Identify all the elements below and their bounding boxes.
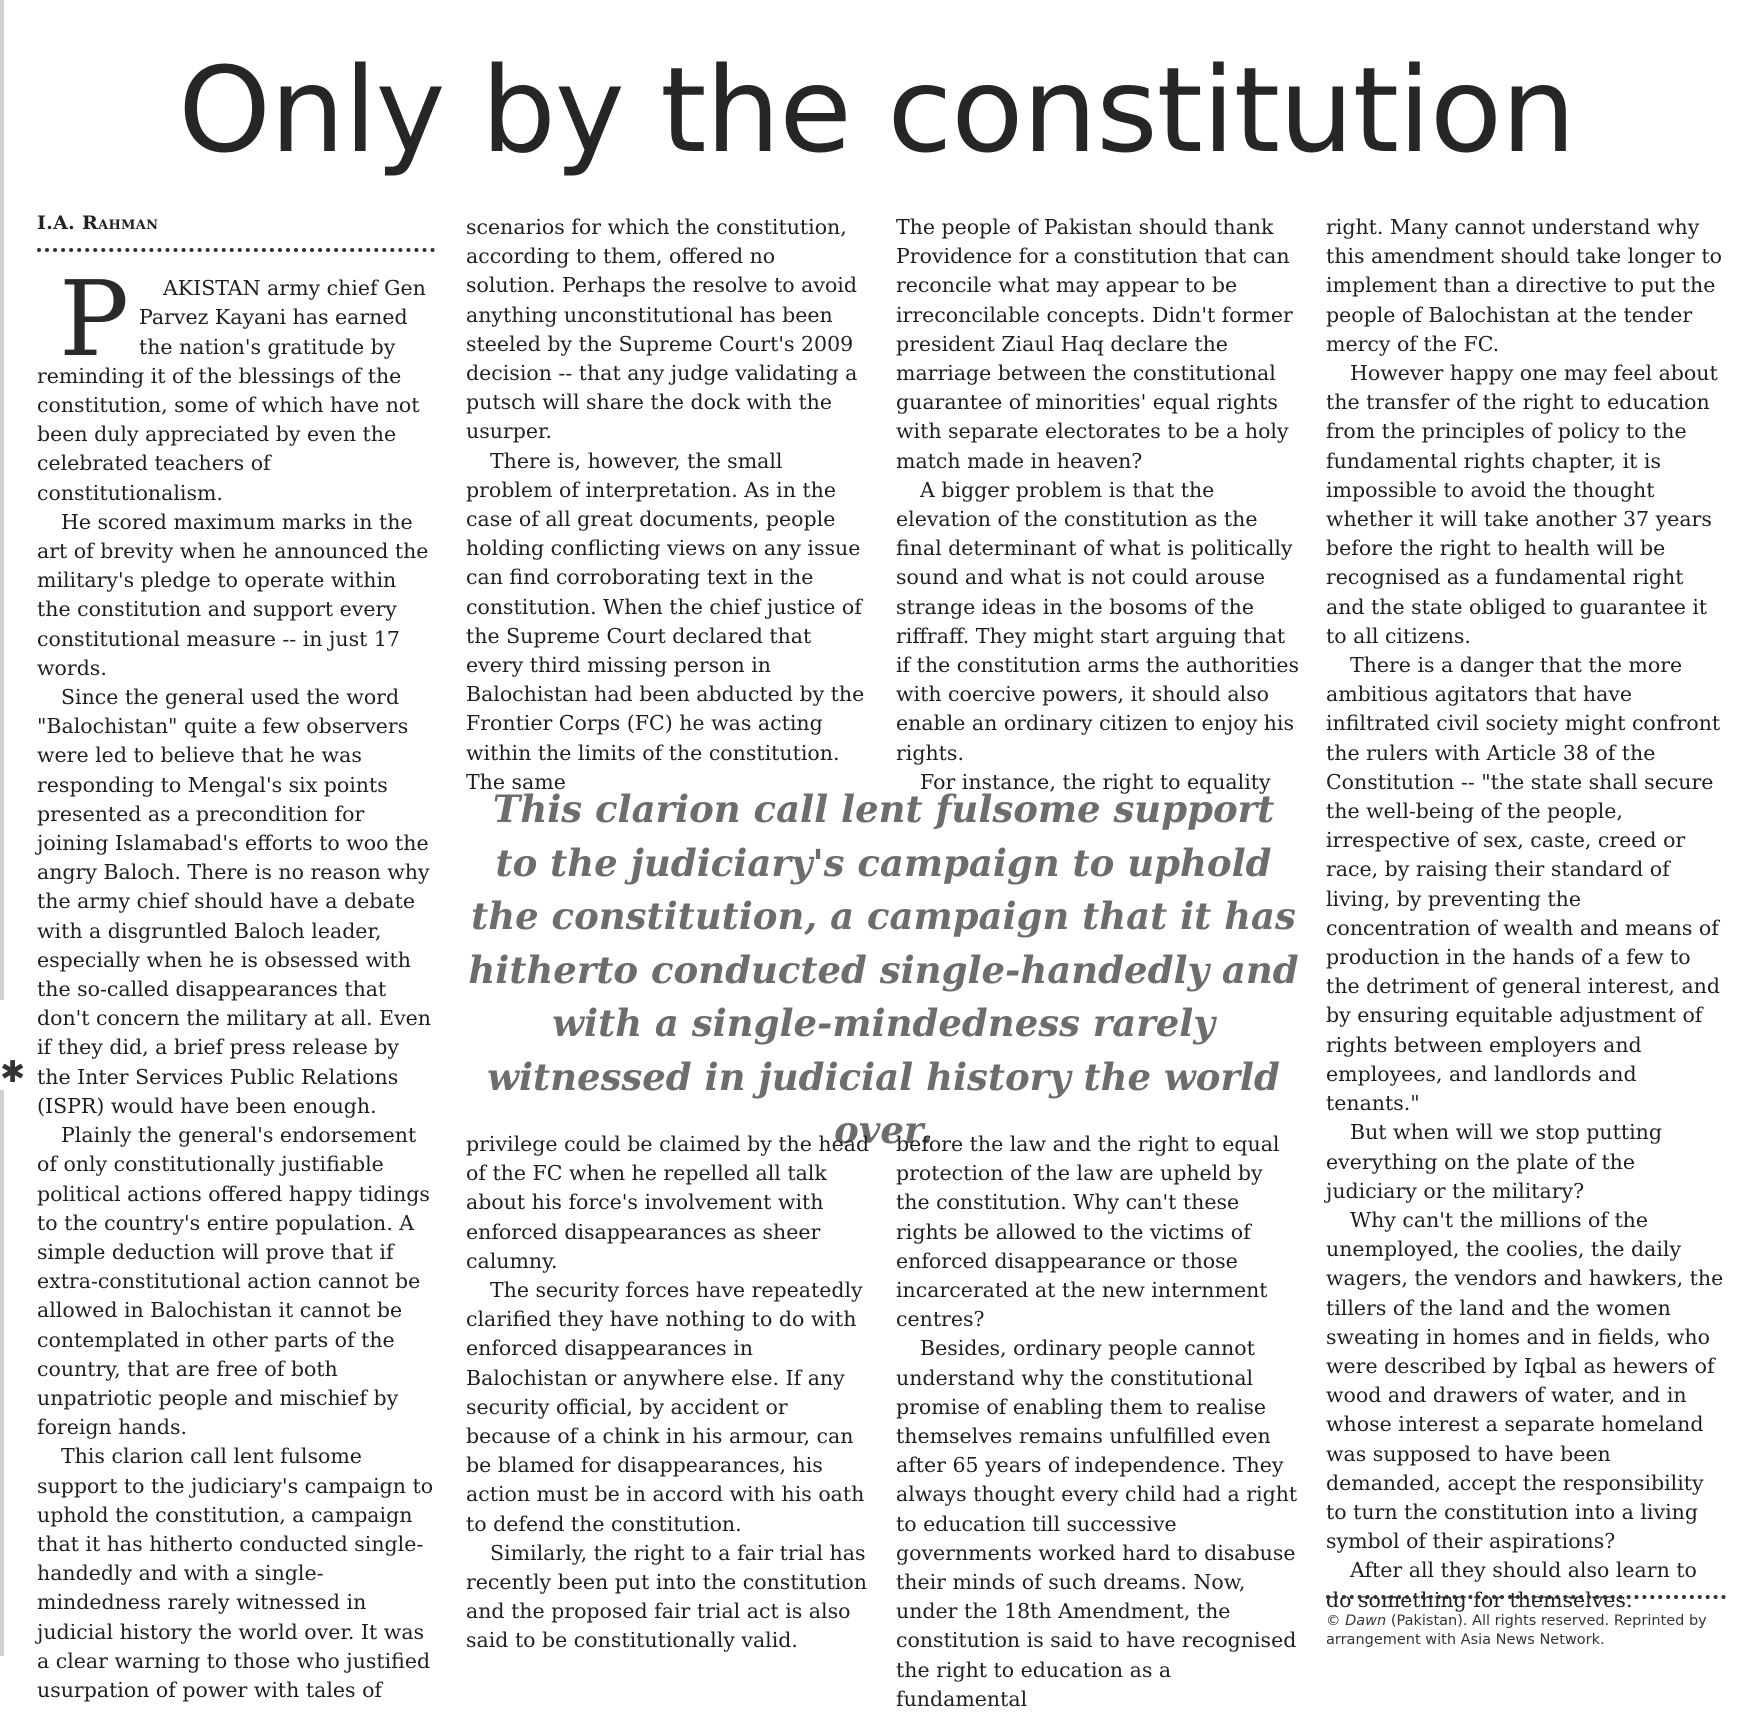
- copyright-symbol: ©: [1326, 1613, 1341, 1629]
- article-column-3-top: [896, 213, 1301, 797]
- paragraph: right. Many cannot understand why this amendment should take longer to implement than a directive to put the people of Balochistan at the tender mercy of the FC.: [1326, 215, 1722, 356]
- paragraph: The people of Pakistan should thank Providence for a constitution that can reconcile what may appear to be irreconcilable concepts. Didn't former president Ziaul Haq declare the marriage between the constitutional guarantee of minorities' equal rights with separate electorates to be a holy match made in heaven?: [896, 215, 1293, 473]
- paragraph: Plainly the general's endorsement of only constitutionally justifiable political actions offered happy tidings to the country's entire population. A simple deduction will prove that if extra-constitutional action cannot be allowed in Balochistan it cannot be contemplated in other parts of the country, that are free of both unpatriotic people and mischief by foreign hands.: [37, 1123, 430, 1440]
- paragraph: But when will we stop putting everything on the plate of the judiciary or the military?: [1326, 1120, 1662, 1203]
- pull-quote: This clarion call lent fulsome support to the judiciary's campaign to uphold the constitution, a campaign that it has hitherto conducted single-handedly and with a single-mindedness rarely witnessed in judicial history the world over.: [468, 787, 1299, 1152]
- dotted-divider: [1326, 1595, 1726, 1599]
- credit-text: (Pakistan). All rights reserved. Reprinted by arrangement with Asia News Network.: [1326, 1613, 1707, 1648]
- paragraph: before the law and the right to equal protection of the law are upheld by the constitution. Why can't these rights be allowed to the victims of enforced disappearance or those incarcerated at the new internment centres?: [896, 1132, 1280, 1332]
- article-column-3-bottom: [896, 1130, 1301, 1714]
- article-column-2-top: [466, 213, 871, 797]
- paragraph: For instance, the right to equality: [920, 769, 1271, 794]
- paragraph: A bigger problem is that the elevation of the constitution as the final determinant of what is politically sound and what is not could arouse strange ideas in the bosoms of the riffraff. They might start arguing that if the constitution arms the authorities with coercive powers, it should also enable an ordinary citizen to enjoy his rights.: [896, 477, 1299, 765]
- source-name: Dawn: [1345, 1613, 1387, 1629]
- paragraph: The security forces have repeatedly clarified they have nothing to do with enforced disappearances in Balochistan or anywhere else. If any security official, by accident or because of a chink in his armour, can be blamed for disappearances, his action must be in accord with his oath to defend the constitution.: [466, 1278, 865, 1536]
- drop-cap: P: [59, 258, 129, 381]
- paragraph: Since the general used the word "Balochistan" quite a few observers were led to believe that he was responding to Mengal's six points presented as a precondition for joining Islamabad's efforts to woo the angry Baloch. There is no reason why the army chief should have a debate with a disgruntled Baloch leader, especially when he is obsessed with the so-called disappearances that don't concern the military at all. Even if they did, a brief press release by the Inter Services Public Relations (ISPR) would have been enough.: [37, 685, 431, 1118]
- copyright-credit: [1326, 1612, 1736, 1650]
- dotted-divider: [37, 248, 435, 252]
- article-column-1: [37, 209, 435, 1705]
- paragraph: There is, however, the small problem of interpretation. As in the case of all great documents, people holding conflicting views on any issue can find corroborating text in the constitution. When the chief justice of the Supreme Court declared that every third missing person in Balochistan had been abducted by the Frontier Corps (FC) he was acting within the limits of the constitution. The same: [466, 448, 865, 794]
- paragraph: He scored maximum marks in the art of brevity when he announced the military's pledge to operate within the constitution and support every constitutional measure -- in just 17 words.: [37, 509, 429, 680]
- paragraph: scenarios for which the constitution, according to them, offered no solution. Perhaps the resolve to avoid anything unconstitutional has been steeled by the Supreme Court's 2009 decision -- that any judge validating a putsch will share the dock with the usurper.: [466, 215, 858, 444]
- paragraph: After all they should also learn to do something for themselves.: [1326, 1558, 1697, 1612]
- left-margin-rule: [0, 1090, 4, 1656]
- paragraph: privilege could be claimed by the head of the FC when he repelled all talk about his force's involvement with enforced disappearances as sheer calumny.: [466, 1132, 870, 1273]
- article-column-4: [1326, 213, 1726, 1615]
- page-title: Only by the constitution: [178, 41, 1575, 179]
- paragraph: Why can't the millions of the unemployed, the coolies, the daily wagers, the vendors and hawkers, the tillers of the land and the women sweating in homes and in fields, who were described by Iqbal as hewers of wood and drawers of water, and in whose interest a separate homeland was supposed to have been demanded, accept the responsibility to turn the constitution into a living symbol of their aspirations?: [1326, 1207, 1724, 1554]
- lead-paragraph: [37, 258, 435, 508]
- paragraph: However happy one may feel about the transfer of the right to education from the principles of policy to the fundamental rights chapter, it is impossible to avoid the thought whether it will take another 37 years before the right to health will be recognised as a fundamental right and the state obliged to guarantee it to all citizens.: [1326, 361, 1718, 648]
- paragraph: This clarion call lent fulsome support to the judiciary's campaign to uphold the constitution, a campaign that it has hitherto conducted single-handedly and with a single-mindedness rarely witnessed in judicial history the world over. It was a clear warning to those who justified usurpation of power with tales of: [37, 1444, 434, 1702]
- paragraph: Besides, ordinary people cannot understand why the constitutional promise of enabling them to realise themselves remains unfulfilled even after 65 years of independence. They always thought every child had a right to education till successive governments worked hard to disabuse their minds of such dreams. Now, under the 18th Amendment, the constitution is said to have recognised the right to education as a fundamental: [896, 1336, 1298, 1711]
- paragraph: Similarly, the right to a fair trial has recently been put into the constitution and the proposed fair trial act is also said to be constitutionally valid.: [466, 1540, 867, 1653]
- paragraph-text: AKISTAN army chief Gen Parvez Kayani has earned the nation's gratitude by reminding it of the blessings of the constitution, some of which have not been duly appreciated by even the celebrated teachers of constitutionalism.: [37, 276, 426, 505]
- asterisk-icon: ✱: [0, 1055, 26, 1090]
- article-column-2-bottom: [466, 1130, 871, 1656]
- byline: I.A. Rahman: [37, 212, 159, 234]
- paragraph: There is a danger that the more ambitious agitators that have infiltrated civil society might confront the rulers with Article 38 of the Constitution -- "the state shall secure the well-being of the people, irrespective of sex, caste, creed or race, by raising their standard of living, by preventing the concentration of wealth and means of production in the hands of a few to the detriment of general interest, and by ensuring equitable adjustment of rights between employers and employees, and landlords and tenants.": [1326, 653, 1721, 1116]
